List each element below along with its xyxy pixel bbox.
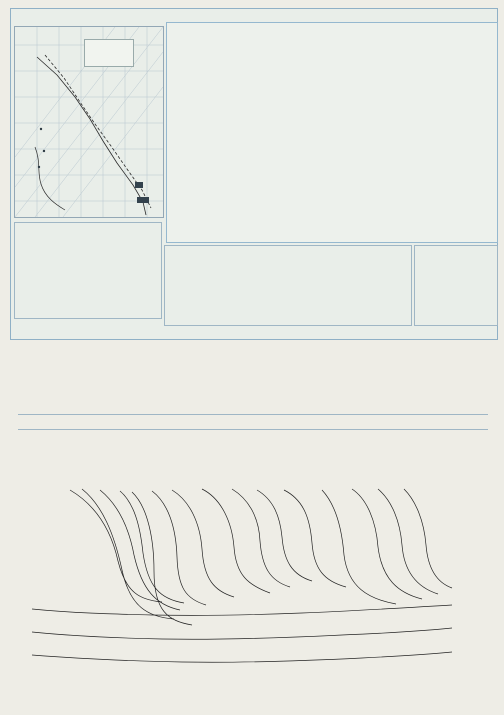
middle-report-box [164,245,412,326]
soil-temperature-chart-svg [12,445,496,707]
left-report-box [14,222,162,319]
soil-temperature-chart [12,445,496,707]
issue-info-line [18,414,488,430]
sonde-legend [84,39,134,67]
right-report-box [414,245,498,326]
observation-table [166,22,498,243]
